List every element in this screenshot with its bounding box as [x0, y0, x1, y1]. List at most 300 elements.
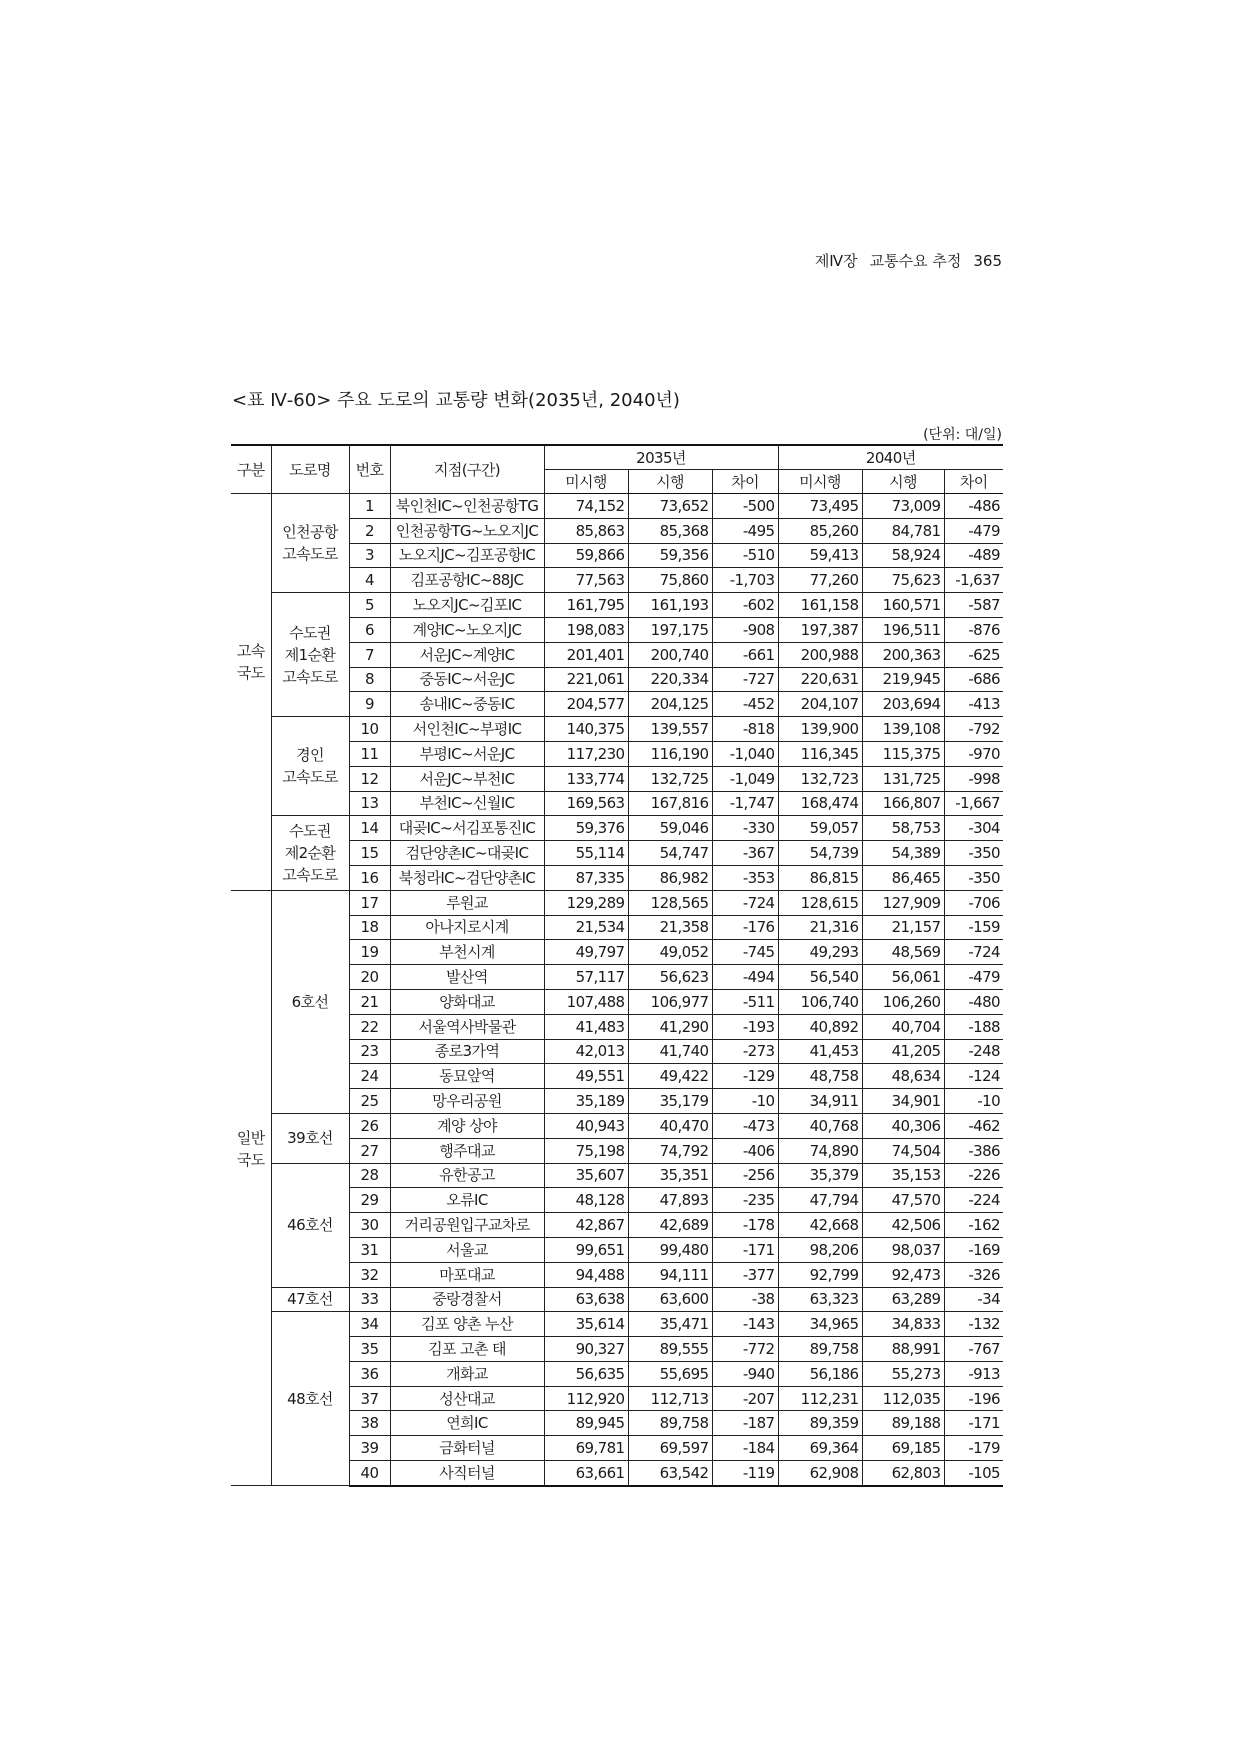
point-number: 24 — [349, 1064, 390, 1089]
volume-2040-diff: -486 — [944, 494, 1003, 519]
group-cell — [231, 494, 271, 891]
road-name-cell — [271, 816, 349, 890]
road-name: 48호선 — [287, 1389, 333, 1408]
volume-2040-diff: -105 — [944, 1461, 1003, 1486]
volume-2040-diff: -998 — [944, 766, 1003, 791]
volume-2035-diff: -473 — [712, 1113, 778, 1138]
volume-2040-diff: -171 — [944, 1411, 1003, 1436]
point-number: 5 — [349, 593, 390, 618]
header-2040-diff: 차이 — [944, 470, 1003, 494]
volume-2035-before: 35,189 — [544, 1089, 628, 1114]
volume-2040-before: 89,359 — [778, 1411, 862, 1436]
volume-2035-diff: -495 — [712, 518, 778, 543]
volume-2035-after: 89,555 — [628, 1337, 712, 1362]
point-location: 성산대교 — [390, 1386, 544, 1411]
volume-2035-after: 41,290 — [628, 1014, 712, 1039]
header-group: 구분 — [231, 445, 271, 494]
volume-2035-diff: -1,049 — [712, 766, 778, 791]
volume-2035-diff: -176 — [712, 915, 778, 940]
volume-2040-after: 54,389 — [862, 841, 944, 866]
group-cell — [231, 890, 271, 1486]
point-location: 아나지로시계 — [390, 915, 544, 940]
volume-2035-after: 112,713 — [628, 1386, 712, 1411]
volume-2035-diff: -367 — [712, 841, 778, 866]
volume-2040-after: 203,694 — [862, 692, 944, 717]
point-location: 서울교 — [390, 1237, 544, 1262]
point-location: 마포대교 — [390, 1262, 544, 1287]
volume-2040-before: 62,908 — [778, 1461, 862, 1486]
road-name: 39호선 — [287, 1129, 333, 1148]
volume-2035-after: 220,334 — [628, 667, 712, 692]
volume-2035-diff: -602 — [712, 593, 778, 618]
volume-2040-before: 56,540 — [778, 965, 862, 990]
volume-2040-before: 35,379 — [778, 1163, 862, 1188]
table-row — [231, 1312, 1003, 1337]
volume-2035-before: 55,114 — [544, 841, 628, 866]
point-location: 발산역 — [390, 965, 544, 990]
volume-2040-before: 92,799 — [778, 1262, 862, 1287]
volume-2035-diff: -119 — [712, 1461, 778, 1486]
volume-2035-after: 75,860 — [628, 568, 712, 593]
header-2035-after: 시행 — [628, 470, 712, 494]
volume-2035-before: 161,795 — [544, 593, 628, 618]
volume-2035-diff: -1,703 — [712, 568, 778, 593]
volume-2035-after: 132,725 — [628, 766, 712, 791]
volume-2040-diff: -10 — [944, 1089, 1003, 1114]
volume-2035-diff: -256 — [712, 1163, 778, 1188]
volume-2035-before: 221,061 — [544, 667, 628, 692]
volume-2035-diff: -330 — [712, 816, 778, 841]
volume-2035-diff: -772 — [712, 1337, 778, 1362]
volume-2040-after: 40,704 — [862, 1014, 944, 1039]
volume-2035-diff: -178 — [712, 1213, 778, 1238]
road-name: 수도권 제2순환 고속도로 — [282, 822, 338, 885]
volume-2035-before: 74,152 — [544, 494, 628, 519]
volume-2040-after: 219,945 — [862, 667, 944, 692]
point-number: 9 — [349, 692, 390, 717]
volume-2035-before: 49,551 — [544, 1064, 628, 1089]
point-number: 4 — [349, 568, 390, 593]
volume-2035-before: 204,577 — [544, 692, 628, 717]
volume-2040-diff: -1,667 — [944, 791, 1003, 816]
volume-2040-after: 58,924 — [862, 543, 944, 568]
point-location: 노오지JC~김포공항IC — [390, 543, 544, 568]
volume-2035-after: 21,358 — [628, 915, 712, 940]
point-number: 7 — [349, 642, 390, 667]
volume-2035-after: 40,470 — [628, 1113, 712, 1138]
volume-2040-after: 84,781 — [862, 518, 944, 543]
point-location: 부천시계 — [390, 940, 544, 965]
volume-2040-after: 41,205 — [862, 1039, 944, 1064]
volume-2035-diff: -1,040 — [712, 741, 778, 766]
volume-2035-diff: -184 — [712, 1436, 778, 1461]
volume-2040-after: 115,375 — [862, 741, 944, 766]
volume-2035-before: 198,083 — [544, 617, 628, 642]
volume-2035-after: 106,977 — [628, 989, 712, 1014]
volume-2040-after: 63,289 — [862, 1287, 944, 1312]
point-location: 부평IC~서운JC — [390, 741, 544, 766]
volume-2040-diff: -462 — [944, 1113, 1003, 1138]
volume-2040-after: 89,188 — [862, 1411, 944, 1436]
volume-2040-after: 127,909 — [862, 890, 944, 915]
volume-2040-diff: -970 — [944, 741, 1003, 766]
volume-2040-before: 85,260 — [778, 518, 862, 543]
volume-2040-before: 73,495 — [778, 494, 862, 519]
road-name-cell — [271, 717, 349, 816]
volume-2040-before: 132,723 — [778, 766, 862, 791]
volume-2035-before: 21,534 — [544, 915, 628, 940]
road-name-cell — [271, 494, 349, 593]
point-location: 인천공항TG~노오지JC — [390, 518, 544, 543]
road-name: 경인 고속도로 — [282, 746, 338, 787]
volume-2040-diff: -479 — [944, 518, 1003, 543]
table-row — [231, 717, 1003, 742]
volume-2040-after: 200,363 — [862, 642, 944, 667]
volume-2040-after: 58,753 — [862, 816, 944, 841]
volume-2035-after: 167,816 — [628, 791, 712, 816]
volume-2035-after: 56,623 — [628, 965, 712, 990]
volume-2035-after: 54,747 — [628, 841, 712, 866]
volume-2035-after: 35,471 — [628, 1312, 712, 1337]
volume-2035-before: 85,863 — [544, 518, 628, 543]
road-name-cell — [271, 890, 349, 1113]
header-location: 지점(구간) — [390, 445, 544, 494]
volume-2035-after: 47,893 — [628, 1188, 712, 1213]
volume-2040-diff: -326 — [944, 1262, 1003, 1287]
point-number: 22 — [349, 1014, 390, 1039]
volume-2040-before: 197,387 — [778, 617, 862, 642]
point-number: 37 — [349, 1386, 390, 1411]
traffic-volume-table — [231, 444, 1003, 1487]
point-number: 11 — [349, 741, 390, 766]
point-location: 북청라IC~검단양촌IC — [390, 865, 544, 890]
point-number: 10 — [349, 717, 390, 742]
volume-2040-diff: -480 — [944, 989, 1003, 1014]
volume-2040-diff: -479 — [944, 965, 1003, 990]
volume-2035-diff: -724 — [712, 890, 778, 915]
volume-2035-diff: -273 — [712, 1039, 778, 1064]
volume-2040-before: 54,739 — [778, 841, 862, 866]
header-year-2035: 2035년 — [544, 445, 778, 470]
volume-2035-diff: -171 — [712, 1237, 778, 1262]
volume-2035-before: 140,375 — [544, 717, 628, 742]
volume-2040-before: 59,057 — [778, 816, 862, 841]
volume-2035-diff: -38 — [712, 1287, 778, 1312]
volume-2040-after: 74,504 — [862, 1138, 944, 1163]
point-location: 대곶IC~서김포통진IC — [390, 816, 544, 841]
volume-2035-diff: -818 — [712, 717, 778, 742]
running-header — [600, 250, 1002, 271]
volume-2040-diff: -489 — [944, 543, 1003, 568]
road-name: 46호선 — [287, 1216, 333, 1234]
header-2040-before: 미시행 — [778, 470, 862, 494]
road-name-cell — [271, 1113, 349, 1163]
volume-2040-before: 89,758 — [778, 1337, 862, 1362]
volume-2035-before: 169,563 — [544, 791, 628, 816]
point-number: 26 — [349, 1113, 390, 1138]
volume-2040-after: 69,185 — [862, 1436, 944, 1461]
table-row — [231, 1163, 1003, 1188]
table-title: <표 Ⅳ-60> 주요 도로의 교통량 변화(2035년, 2040년) — [232, 390, 680, 411]
volume-2035-after: 204,125 — [628, 692, 712, 717]
volume-2040-before: 128,615 — [778, 890, 862, 915]
volume-2035-before: 63,638 — [544, 1287, 628, 1312]
volume-2040-before: 42,668 — [778, 1213, 862, 1238]
volume-2035-before: 41,483 — [544, 1014, 628, 1039]
volume-2035-after: 41,740 — [628, 1039, 712, 1064]
volume-2040-before: 34,911 — [778, 1089, 862, 1114]
road-name: 6호선 — [291, 992, 329, 1011]
volume-2040-diff: -1,637 — [944, 568, 1003, 593]
point-location: 개화교 — [390, 1361, 544, 1386]
point-location: 서운JC~계양IC — [390, 642, 544, 667]
volume-2040-diff: -913 — [944, 1361, 1003, 1386]
point-number: 23 — [349, 1039, 390, 1064]
header-number: 번호 — [349, 445, 390, 494]
volume-2035-after: 74,792 — [628, 1138, 712, 1163]
point-number: 39 — [349, 1436, 390, 1461]
volume-2040-after: 40,306 — [862, 1113, 944, 1138]
point-number: 17 — [349, 890, 390, 915]
volume-2040-diff: -792 — [944, 717, 1003, 742]
volume-2040-diff: -248 — [944, 1039, 1003, 1064]
volume-2040-before: 161,158 — [778, 593, 862, 618]
volume-2040-before: 56,186 — [778, 1361, 862, 1386]
point-location: 양화대교 — [390, 989, 544, 1014]
table-row — [231, 1113, 1003, 1138]
volume-2040-diff: -587 — [944, 593, 1003, 618]
volume-2040-after: 47,570 — [862, 1188, 944, 1213]
point-location: 김포 고촌 태 — [390, 1337, 544, 1362]
table-row — [231, 593, 1003, 618]
volume-2035-before: 69,781 — [544, 1436, 628, 1461]
page-number: 365 — [973, 252, 1002, 270]
volume-2035-diff: -406 — [712, 1138, 778, 1163]
volume-2040-after: 48,569 — [862, 940, 944, 965]
header-2035-before: 미시행 — [544, 470, 628, 494]
volume-2035-before: 75,198 — [544, 1138, 628, 1163]
volume-2035-after: 197,175 — [628, 617, 712, 642]
volume-2040-before: 48,758 — [778, 1064, 862, 1089]
header-2040-after: 시행 — [862, 470, 944, 494]
volume-2040-after: 42,506 — [862, 1213, 944, 1238]
volume-2040-diff: -124 — [944, 1064, 1003, 1089]
volume-2040-before: 63,323 — [778, 1287, 862, 1312]
volume-2035-diff: -377 — [712, 1262, 778, 1287]
table-body — [231, 494, 1003, 1486]
chapter-label: 제Ⅳ장 — [814, 252, 858, 270]
point-location: 행주대교 — [390, 1138, 544, 1163]
volume-2035-after: 86,982 — [628, 865, 712, 890]
volume-2035-before: 42,867 — [544, 1213, 628, 1238]
volume-2040-before: 77,260 — [778, 568, 862, 593]
volume-2040-before: 59,413 — [778, 543, 862, 568]
volume-2035-after: 42,689 — [628, 1213, 712, 1238]
volume-2040-before: 21,316 — [778, 915, 862, 940]
volume-2035-diff: -1,747 — [712, 791, 778, 816]
point-number: 31 — [349, 1237, 390, 1262]
volume-2040-diff: -304 — [944, 816, 1003, 841]
point-number: 3 — [349, 543, 390, 568]
volume-2040-after: 131,725 — [862, 766, 944, 791]
volume-2040-after: 88,991 — [862, 1337, 944, 1362]
volume-2035-diff: -129 — [712, 1064, 778, 1089]
volume-2035-after: 99,480 — [628, 1237, 712, 1262]
volume-2040-diff: -625 — [944, 642, 1003, 667]
point-number: 16 — [349, 865, 390, 890]
volume-2040-after: 48,634 — [862, 1064, 944, 1089]
point-location: 거리공원입구교차로 — [390, 1213, 544, 1238]
volume-2035-after: 73,652 — [628, 494, 712, 519]
volume-2035-before: 99,651 — [544, 1237, 628, 1262]
volume-2035-before: 201,401 — [544, 642, 628, 667]
point-number: 12 — [349, 766, 390, 791]
volume-2040-diff: -706 — [944, 890, 1003, 915]
volume-2035-before: 117,230 — [544, 741, 628, 766]
volume-2040-diff: -159 — [944, 915, 1003, 940]
volume-2040-after: 35,153 — [862, 1163, 944, 1188]
volume-2040-after: 86,465 — [862, 865, 944, 890]
header-year-2040: 2040년 — [778, 445, 1003, 470]
volume-2035-diff: -187 — [712, 1411, 778, 1436]
volume-2035-before: 63,661 — [544, 1461, 628, 1486]
volume-2040-diff: -413 — [944, 692, 1003, 717]
point-location: 유한공고 — [390, 1163, 544, 1188]
point-location: 루원교 — [390, 890, 544, 915]
volume-2035-after: 63,542 — [628, 1461, 712, 1486]
volume-2040-diff: -767 — [944, 1337, 1003, 1362]
point-number: 33 — [349, 1287, 390, 1312]
volume-2035-before: 94,488 — [544, 1262, 628, 1287]
volume-2035-diff: -235 — [712, 1188, 778, 1213]
volume-2035-diff: -727 — [712, 667, 778, 692]
volume-2040-before: 86,815 — [778, 865, 862, 890]
table-row — [231, 890, 1003, 915]
volume-2040-after: 106,260 — [862, 989, 944, 1014]
volume-2035-after: 89,758 — [628, 1411, 712, 1436]
road-name-cell — [271, 1312, 349, 1486]
volume-2035-after: 139,557 — [628, 717, 712, 742]
point-location: 송내IC~중동IC — [390, 692, 544, 717]
point-number: 13 — [349, 791, 390, 816]
volume-2040-after: 98,037 — [862, 1237, 944, 1262]
volume-2035-before: 90,327 — [544, 1337, 628, 1362]
road-name-cell — [271, 1287, 349, 1312]
header-2035-diff: 차이 — [712, 470, 778, 494]
volume-2040-diff: -350 — [944, 865, 1003, 890]
volume-2035-before: 107,488 — [544, 989, 628, 1014]
volume-2035-diff: -745 — [712, 940, 778, 965]
point-number: 38 — [349, 1411, 390, 1436]
volume-2040-before: 34,965 — [778, 1312, 862, 1337]
volume-2035-after: 59,356 — [628, 543, 712, 568]
volume-2035-diff: -511 — [712, 989, 778, 1014]
volume-2040-after: 139,108 — [862, 717, 944, 742]
volume-2035-after: 161,193 — [628, 593, 712, 618]
volume-2035-after: 49,052 — [628, 940, 712, 965]
table-row — [231, 1287, 1003, 1312]
volume-2040-after: 112,035 — [862, 1386, 944, 1411]
volume-2040-diff: -386 — [944, 1138, 1003, 1163]
road-name: 47호선 — [287, 1290, 333, 1309]
point-number: 1 — [349, 494, 390, 519]
point-number: 32 — [349, 1262, 390, 1287]
point-location: 북인천IC~인천공항TG — [390, 494, 544, 519]
point-number: 19 — [349, 940, 390, 965]
volume-2040-diff: -132 — [944, 1312, 1003, 1337]
point-location: 서운JC~부천IC — [390, 766, 544, 791]
volume-2040-diff: -196 — [944, 1386, 1003, 1411]
point-location: 계양 상야 — [390, 1113, 544, 1138]
volume-2040-after: 21,157 — [862, 915, 944, 940]
point-number: 15 — [349, 841, 390, 866]
section-label: 교통수요 추정 — [869, 252, 962, 270]
point-location: 부천IC~신월IC — [390, 791, 544, 816]
volume-2035-before: 112,920 — [544, 1386, 628, 1411]
volume-2035-before: 89,945 — [544, 1411, 628, 1436]
volume-2035-before: 56,635 — [544, 1361, 628, 1386]
volume-2035-after: 128,565 — [628, 890, 712, 915]
volume-2035-before: 49,797 — [544, 940, 628, 965]
volume-2040-before: 116,345 — [778, 741, 862, 766]
point-location: 사직터널 — [390, 1461, 544, 1486]
point-number: 20 — [349, 965, 390, 990]
volume-2040-diff: -876 — [944, 617, 1003, 642]
volume-2035-diff: -510 — [712, 543, 778, 568]
volume-2040-before: 40,768 — [778, 1113, 862, 1138]
volume-2035-before: 57,117 — [544, 965, 628, 990]
point-location: 종로3가역 — [390, 1039, 544, 1064]
volume-2035-before: 87,335 — [544, 865, 628, 890]
volume-2040-before: 49,293 — [778, 940, 862, 965]
volume-2035-before: 48,128 — [544, 1188, 628, 1213]
point-location: 김포공항IC~88JC — [390, 568, 544, 593]
volume-2040-after: 75,623 — [862, 568, 944, 593]
volume-2040-diff: -686 — [944, 667, 1003, 692]
volume-2040-diff: -226 — [944, 1163, 1003, 1188]
volume-2035-diff: -940 — [712, 1361, 778, 1386]
volume-2040-before: 220,631 — [778, 667, 862, 692]
point-number: 40 — [349, 1461, 390, 1486]
point-number: 35 — [349, 1337, 390, 1362]
volume-2040-before: 69,364 — [778, 1436, 862, 1461]
volume-2035-before: 77,563 — [544, 568, 628, 593]
volume-2035-after: 55,695 — [628, 1361, 712, 1386]
point-location: 동묘앞역 — [390, 1064, 544, 1089]
volume-2035-diff: -193 — [712, 1014, 778, 1039]
point-number: 28 — [349, 1163, 390, 1188]
volume-2040-after: 92,473 — [862, 1262, 944, 1287]
volume-2035-after: 59,046 — [628, 816, 712, 841]
volume-2035-diff: -500 — [712, 494, 778, 519]
point-number: 18 — [349, 915, 390, 940]
volume-2040-after: 196,511 — [862, 617, 944, 642]
volume-2035-diff: -494 — [712, 965, 778, 990]
road-name: 인천공항 고속도로 — [282, 523, 338, 564]
volume-2040-after: 62,803 — [862, 1461, 944, 1486]
road-name-cell — [271, 1163, 349, 1287]
volume-2040-diff: -162 — [944, 1213, 1003, 1238]
point-location: 금화터널 — [390, 1436, 544, 1461]
volume-2035-diff: -10 — [712, 1089, 778, 1114]
volume-2040-before: 168,474 — [778, 791, 862, 816]
volume-2035-before: 59,376 — [544, 816, 628, 841]
volume-2040-after: 160,571 — [862, 593, 944, 618]
point-location: 서울역사박물관 — [390, 1014, 544, 1039]
volume-2040-diff: -179 — [944, 1436, 1003, 1461]
volume-2035-diff: -452 — [712, 692, 778, 717]
point-location: 검단양촌IC~대곶IC — [390, 841, 544, 866]
